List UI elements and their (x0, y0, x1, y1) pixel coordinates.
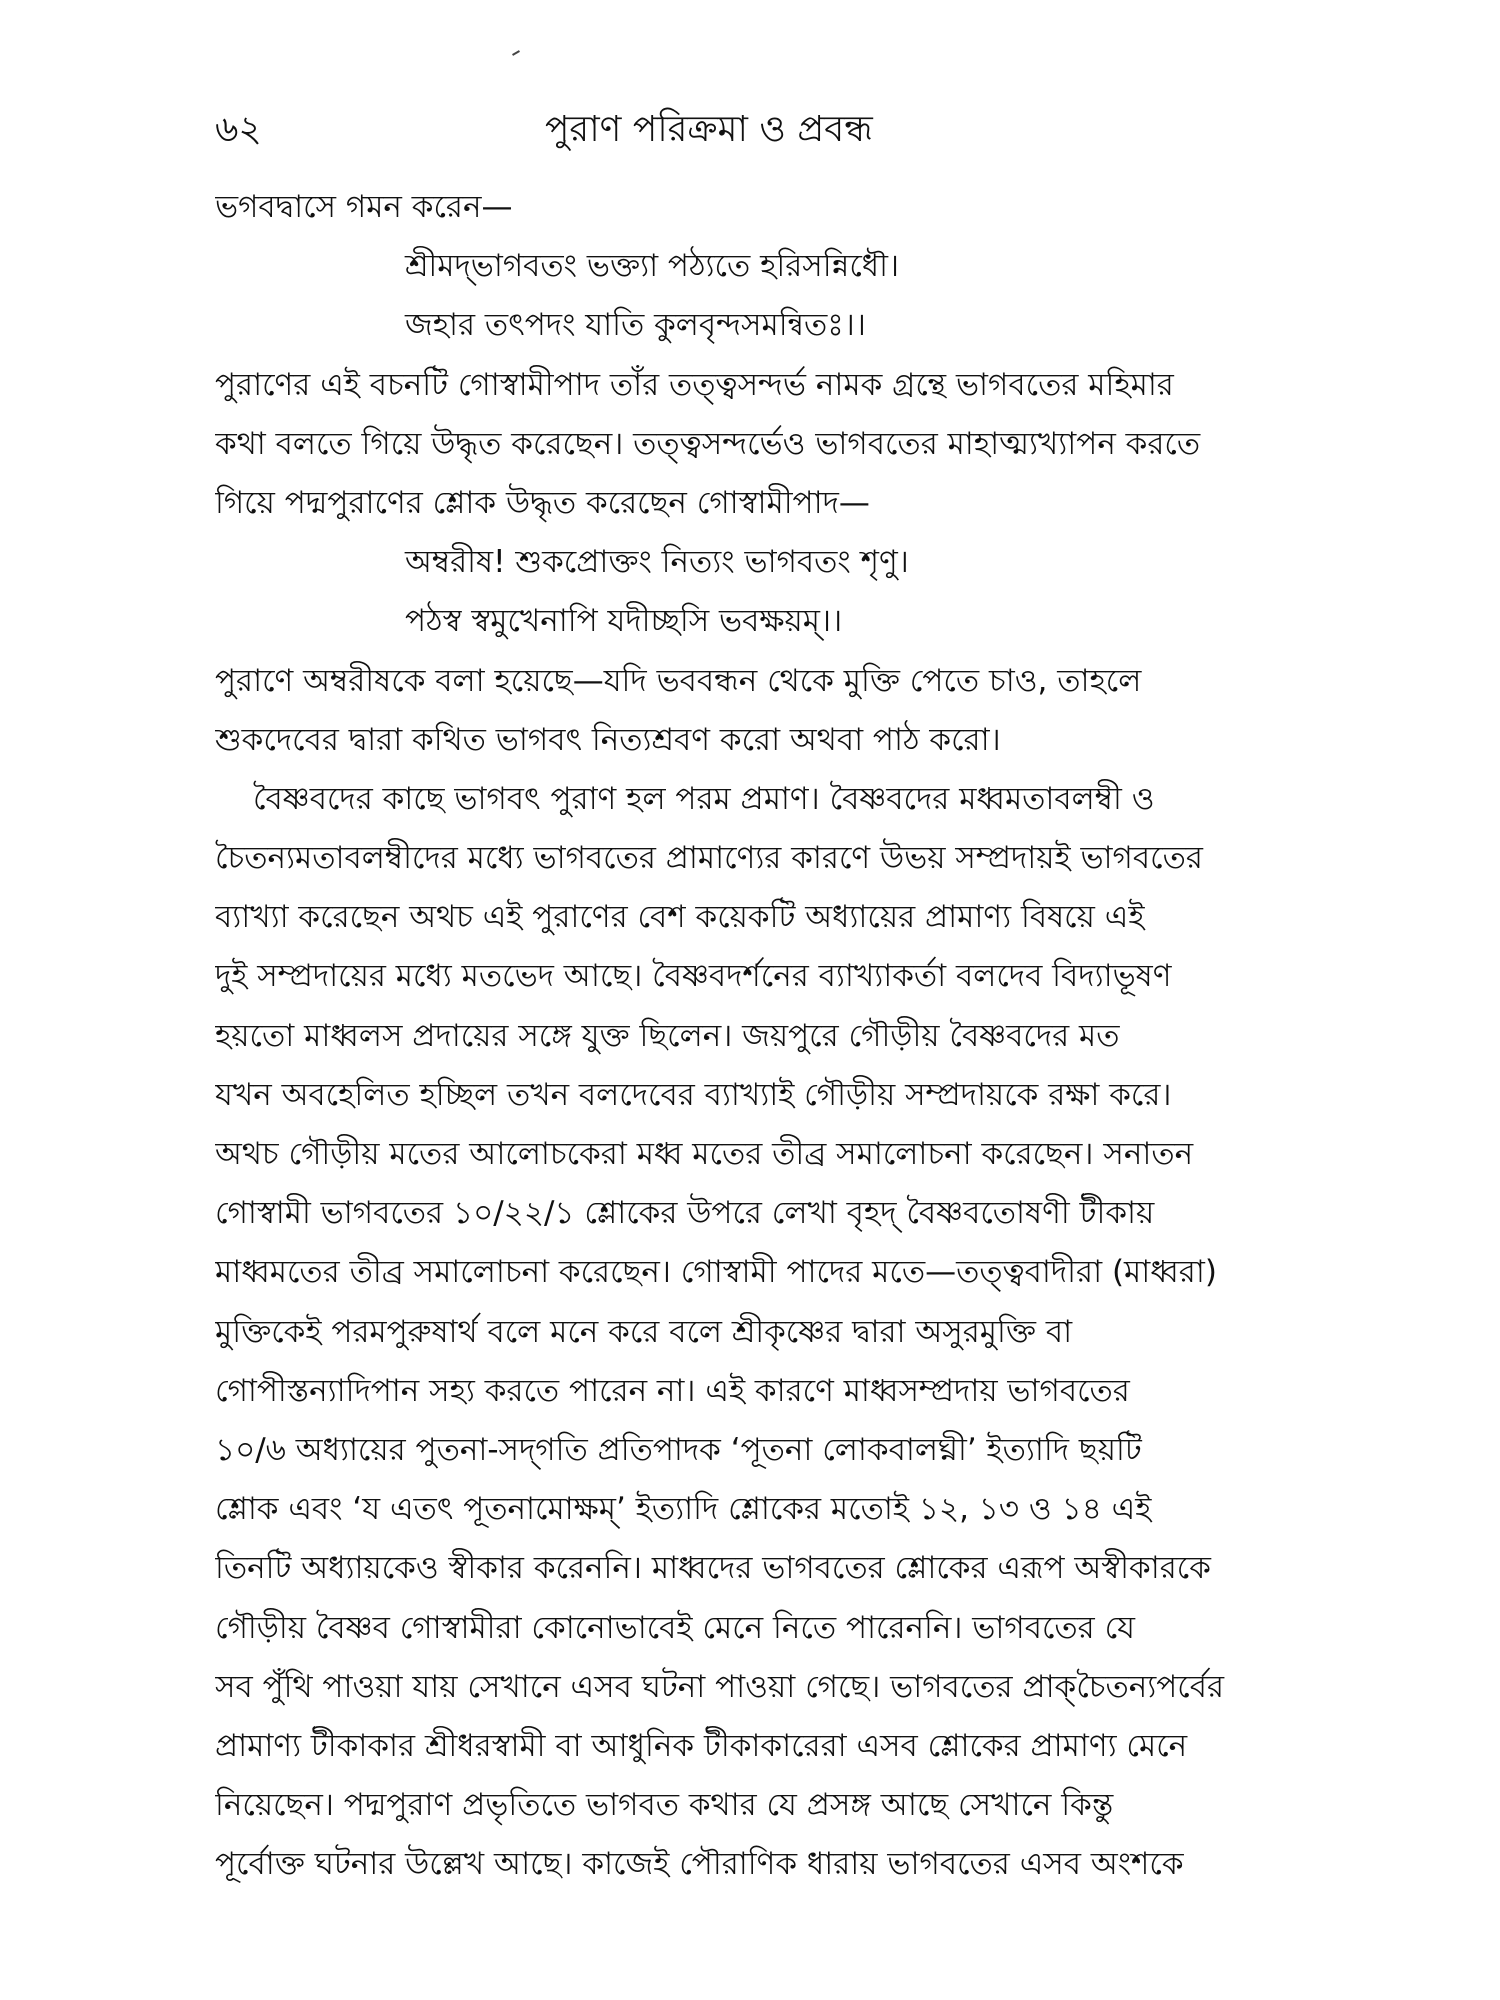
print-speck (512, 50, 520, 56)
text-line: মাধ্বমতের তীব্র সমালোচনা করেছেন। গোস্বামী পাদের মতে—তত্ত্ববাদীরা (মাধ্বরা) (215, 1254, 1217, 1291)
verse-line: জহার তৎপদং যাতি কুলবৃন্দসমন্বিতঃ।। (405, 307, 866, 344)
text-line: মুক্তিকেই পরমপুরুষার্থ বলে মনে করে বলে শ্রীকৃষ্ণের দ্বারা অসুরমুক্তি বা (215, 1313, 1073, 1350)
text-line: পুরাণে অম্বরীষকে বলা হয়েছে—যদি ভববন্ধন থেকে মুক্তি পেতে চাও, তাহলে (215, 662, 1142, 699)
text-line: গিয়ে পদ্মপুরাণের শ্লোক উদ্ধৃত করেছেন গোস্বামীপাদ— (215, 484, 870, 521)
text-line: কথা বলতে গিয়ে উদ্ধৃত করেছেন। তত্ত্বসন্দর্ভেও ভাগবতের মাহাত্ম্যখ্যাপন করতে (215, 425, 1201, 462)
text-line: গৌড়ীয় বৈষ্ণব গোস্বামীরা কোনোভাবেই মেনে নিতে পারেননি। ভাগবতের যে (215, 1609, 1136, 1646)
text-line: প্রামাণ্য টীকাকার শ্রীধরস্বামী বা আধুনিক টীকাকারেরা এসব শ্লোকের প্রামাণ্য মেনে (215, 1727, 1188, 1764)
page-header (215, 100, 1295, 160)
text-line: গোপীস্তন্যাদিপান সহ্য করতে পারেন না। এই কারণে মাধ্বসম্প্রদায় ভাগবতের (215, 1372, 1130, 1409)
text-line: হয়তো মাধ্বলস প্রদায়ের সঙ্গে যুক্ত ছিলেন। জয়পুরে গৌড়ীয় বৈষ্ণবদের মত (215, 1017, 1120, 1054)
text-line: অথচ গৌড়ীয় মতের আলোচকেরা মধ্ব মতের তীব্র সমালোচনা করেছেন। সনাতন (215, 1136, 1194, 1172)
text-line: চৈতন্যমতাবলম্বীদের মধ্যে ভাগবতের প্রামাণ্যের কারণে উভয় সম্প্রদায়ই ভাগবতের (215, 840, 1203, 877)
text-line: শ্লোক এবং ‘য এতৎ পূতনামোক্ষম্‌’ ইত্যাদি শ্লোকের মতোই ১২, ১৩ ও ১৪ এই (215, 1491, 1152, 1528)
paragraph-first-line: বৈষ্ণবদের কাছে ভাগবৎ পুরাণ হল পরম প্রমাণ। বৈষ্ণবদের মধ্বমতাবলম্বী ও (253, 780, 1155, 817)
text-line: পুরাণের এই বচনটি গোস্বামীপাদ তাঁর তত্ত্বসন্দর্ভ নামক গ্রন্থে ভাগবতের মহিমার (215, 366, 1174, 403)
text-line: ভগবদ্বাসে গমন করেন— (215, 189, 513, 225)
text-line: তিনটি অধ্যায়কেও স্বীকার করেননি। মাধ্বদের ভাগবতের শ্লোকের এরূপ অস্বীকারকে (215, 1550, 1211, 1587)
text-line: দুই সম্প্রদায়ের মধ্যে মতভেদ আছে। বৈষ্ণবদর্শনের ব্যাখ্যাকর্তা বলদেব বিদ্যাভূষণ (215, 958, 1172, 995)
text-line: ১০/৬ অধ্যায়ের পুতনা-সদ্‌গতি প্রতিপাদক ‘পূতনা লোকবালঘ্নী’ ইত্যাদি ছয়টি (215, 1431, 1142, 1468)
text-line: ব্যাখ্যা করেছেন অথচ এই পুরাণের বেশ কয়েকটি অধ্যায়ের প্রামাণ্য বিষয়ে এই (215, 899, 1145, 936)
verse-line: পঠস্ব স্বমুখেনাপি যদীচ্ছসি ভবক্ষয়ম্‌।। (405, 603, 843, 640)
page-number: ৬২ (215, 109, 262, 150)
text-line: সব পুঁথি পাওয়া যায় সেখানে এসব ঘটনা পাওয়া গেছে। ভাগবতের প্রাক্‌চৈতন্যপর্বের (215, 1668, 1225, 1705)
verse-line: শ্রীমদ্‌ভাগবতং ভক্ত্যা পঠ্যতে হরিসন্নিধৌ। (405, 248, 900, 285)
text-line: নিয়েছেন। পদ্মপুরাণ প্রভৃতিতে ভাগবত কথার যে প্রসঙ্গ আছে সেখানে কিন্তু (215, 1787, 1114, 1824)
verse-line: অম্বরীষ! শুকপ্রোক্তং নিত্যং ভাগবতং শৃণু। (405, 544, 909, 581)
body-text (215, 178, 1290, 1894)
text-line: পূর্বোক্ত ঘটনার উল্লেখ আছে। কাজেই পৌরাণিক ধারায় ভাগবতের এসব অংশকে (215, 1846, 1184, 1883)
running-title: পুরাণ পরিক্রমা ও প্রবন্ধ (545, 109, 873, 150)
text-line: যখন অবহেলিত হচ্ছিল তখন বলদেবের ব্যাখ্যাই গৌড়ীয় সম্প্রদায়কে রক্ষা করে। (215, 1076, 1172, 1113)
text-line: শুকদেবের দ্বারা কথিত ভাগবৎ নিত্যশ্রবণ করো অথবা পাঠ করো। (215, 721, 1001, 758)
text-line: গোস্বামী ভাগবতের ১০/২২/১ শ্লোকের উপরে লেখা বৃহদ্‌ বৈষ্ণবতোষণী টীকায় (215, 1195, 1155, 1232)
